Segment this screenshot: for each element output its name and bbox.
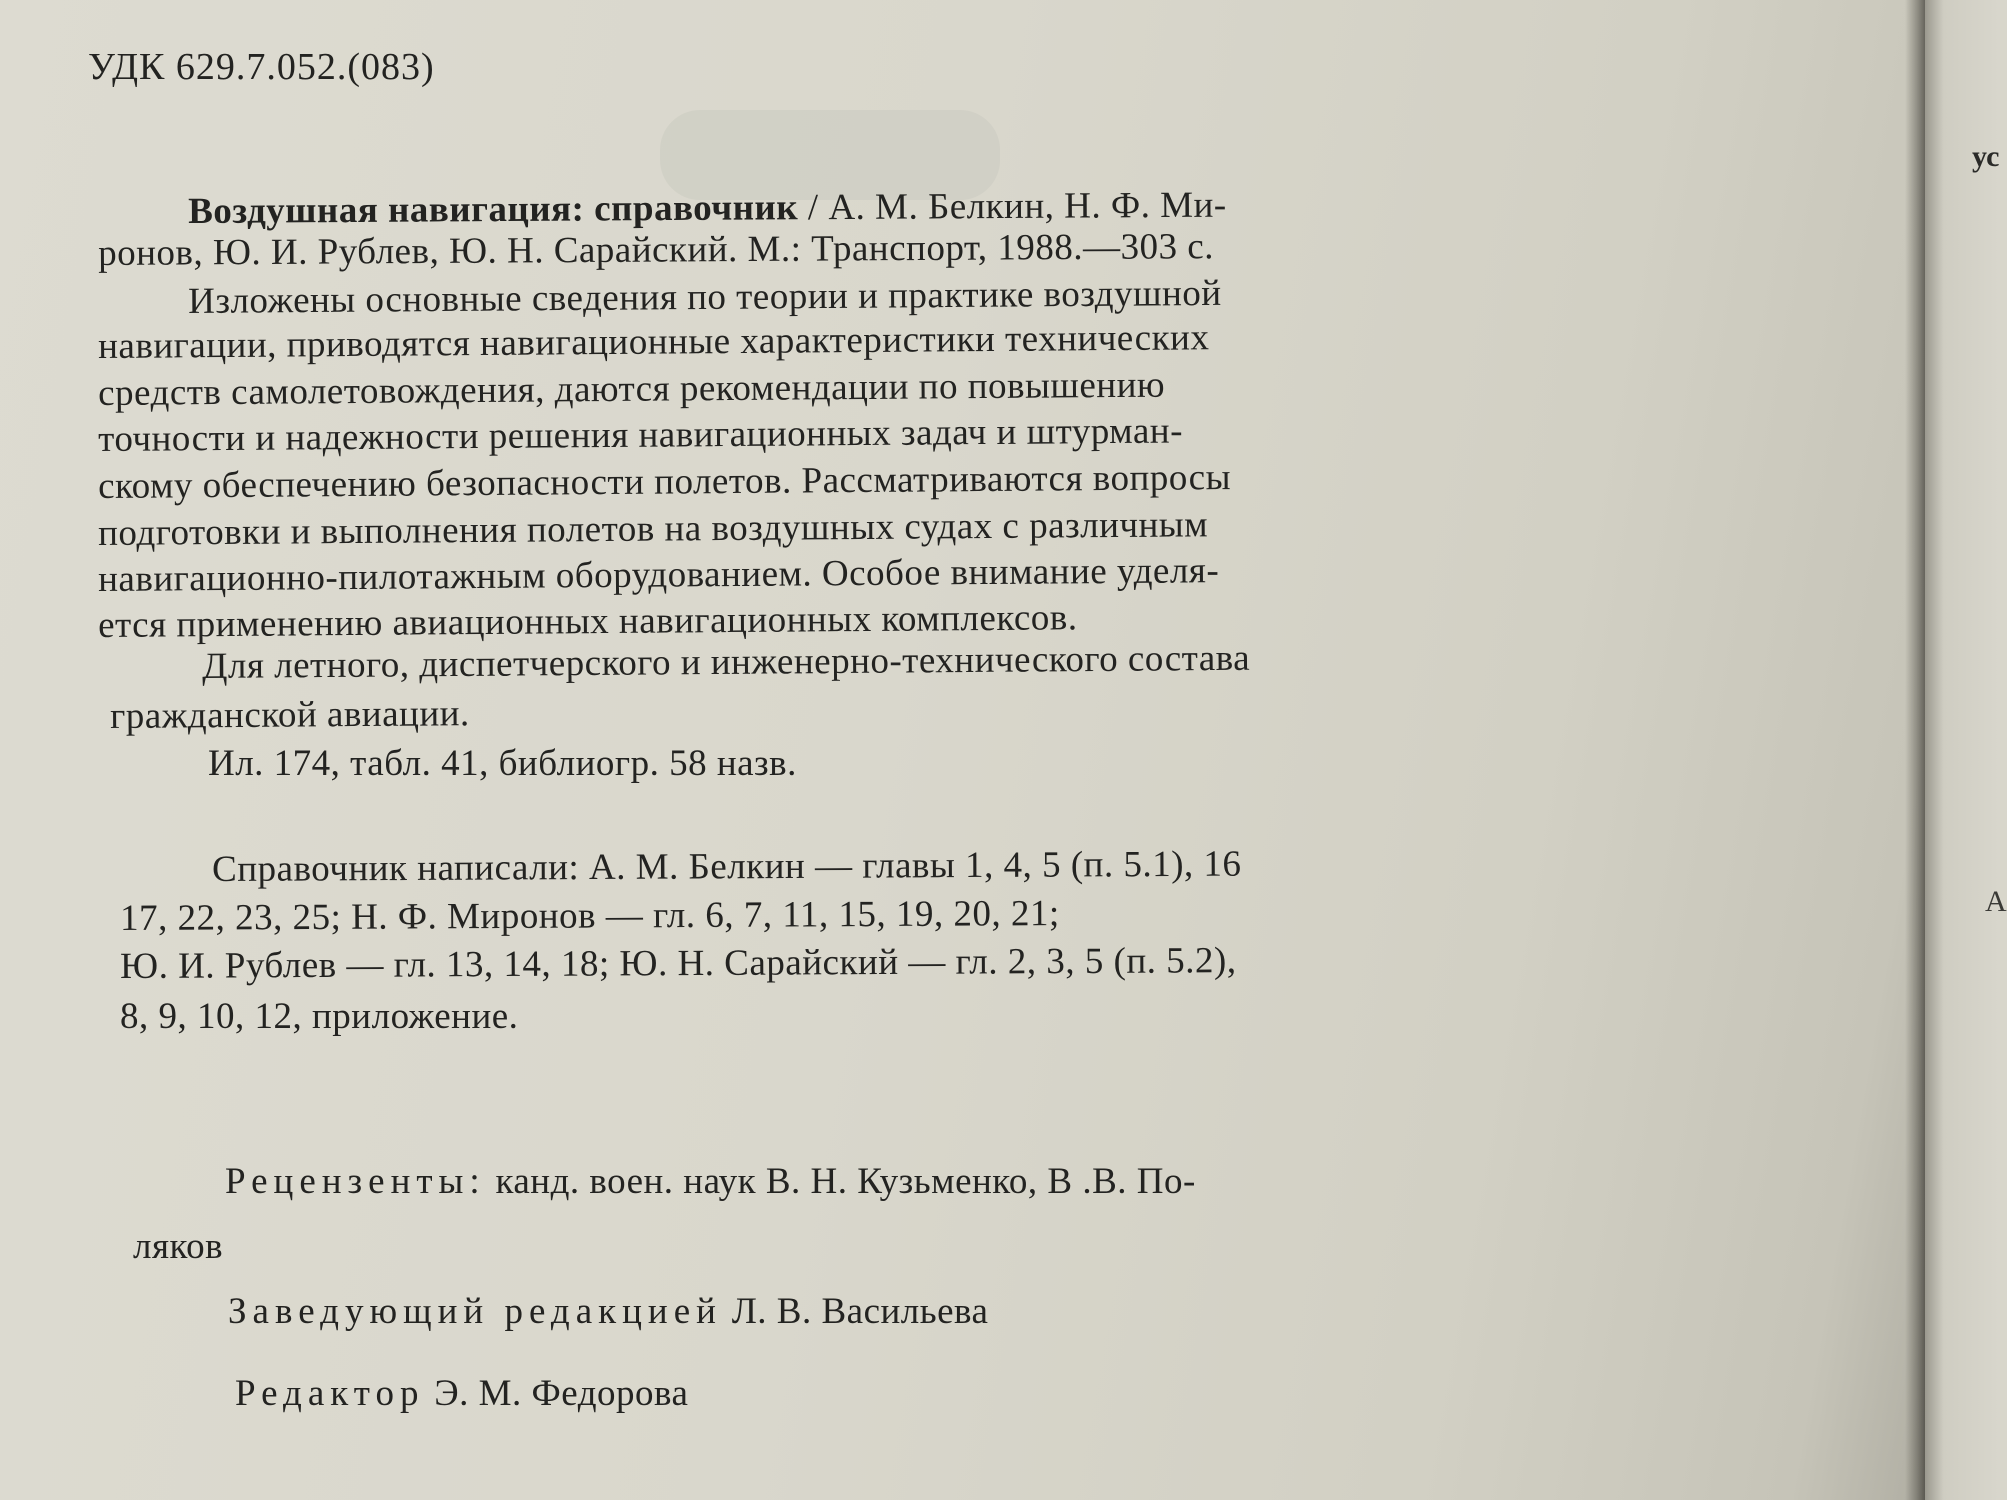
reviewers-text: канд. воен. наук В. Н. Кузьменко, В .В. По- bbox=[495, 1161, 1196, 1202]
authors-note-line: 17, 22, 23, 25; Н. Ф. Миронов — гл. 6, 7, 11, 15, 19, 20, 21; bbox=[120, 893, 1060, 939]
head-of-editorial-name: Л. В. Васильева bbox=[731, 1291, 989, 1332]
editor-name: Э. М. Федорова bbox=[434, 1373, 689, 1414]
authors-note-line: Ю. И. Рублев — гл. 13, 14, 18; Ю. Н. Сарайский — гл. 2, 3, 5 (п. 5.2), bbox=[120, 940, 1237, 987]
abstract-line: навигационно-пилотажным оборудованием. Особое внимание уделя- bbox=[98, 550, 1220, 600]
abstract-line: скому обеспечению безопасности полетов. Рассматриваются вопросы bbox=[98, 457, 1232, 507]
illustrations-count: Ил. 174, табл. 41, библиогр. 58 назв. bbox=[208, 743, 797, 784]
head-of-editorial-line bbox=[228, 1290, 988, 1333]
head-of-editorial-label: Заведующий редакцией bbox=[228, 1291, 722, 1332]
adjacent-page bbox=[1925, 0, 2000, 1500]
udk-code: УДК 629.7.052.(083) bbox=[88, 46, 435, 88]
audience-line: Для летного, диспетчерского и инженерно-технического состава bbox=[202, 637, 1251, 687]
abstract-line: Изложены основные сведения по теории и практике воздушной bbox=[188, 272, 1222, 322]
editor-line bbox=[235, 1372, 688, 1415]
authors-note-line: Справочник написали: А. М. Белкин — главы 1, 4, 5 (п. 5.1), 16 bbox=[212, 843, 1242, 890]
citation-line-2: ронов, Ю. И. Рублев, Ю. Н. Сарайский. М.: Транспорт, 1988.—303 с. bbox=[98, 226, 1215, 274]
authors-note-line: 8, 9, 10, 12, приложение. bbox=[120, 996, 519, 1037]
reviewers-line-cont: ляков bbox=[133, 1226, 224, 1267]
book-title: Воздушная навигация: справочник bbox=[188, 187, 799, 232]
citation-authors-start: / А. М. Белкин, Н. Ф. Ми- bbox=[807, 184, 1227, 229]
adjacent-page-text: А bbox=[1985, 885, 2007, 918]
book-gutter-shadow bbox=[1905, 0, 1925, 1500]
editor-label: Редактор bbox=[235, 1373, 425, 1414]
abstract-line: навигации, приводятся навигационные характеристики технических bbox=[98, 317, 1210, 367]
adjacent-page-text: ус bbox=[1972, 140, 2000, 173]
abstract-line: точности и надежности решения навигационных задач и штурман- bbox=[98, 410, 1184, 460]
abstract-line: ется применению авиационных навигационных комплексов. bbox=[98, 597, 1078, 646]
reviewers-label: Рецензенты: bbox=[225, 1161, 486, 1202]
reviewers-line bbox=[225, 1160, 1196, 1203]
abstract-line: средств самолетовождения, даются рекомендации по повышению bbox=[98, 364, 1166, 414]
audience-line: гражданской авиации. bbox=[110, 693, 470, 737]
abstract-line: подготовки и выполнения полетов на воздушных судах с различным bbox=[98, 504, 1209, 554]
